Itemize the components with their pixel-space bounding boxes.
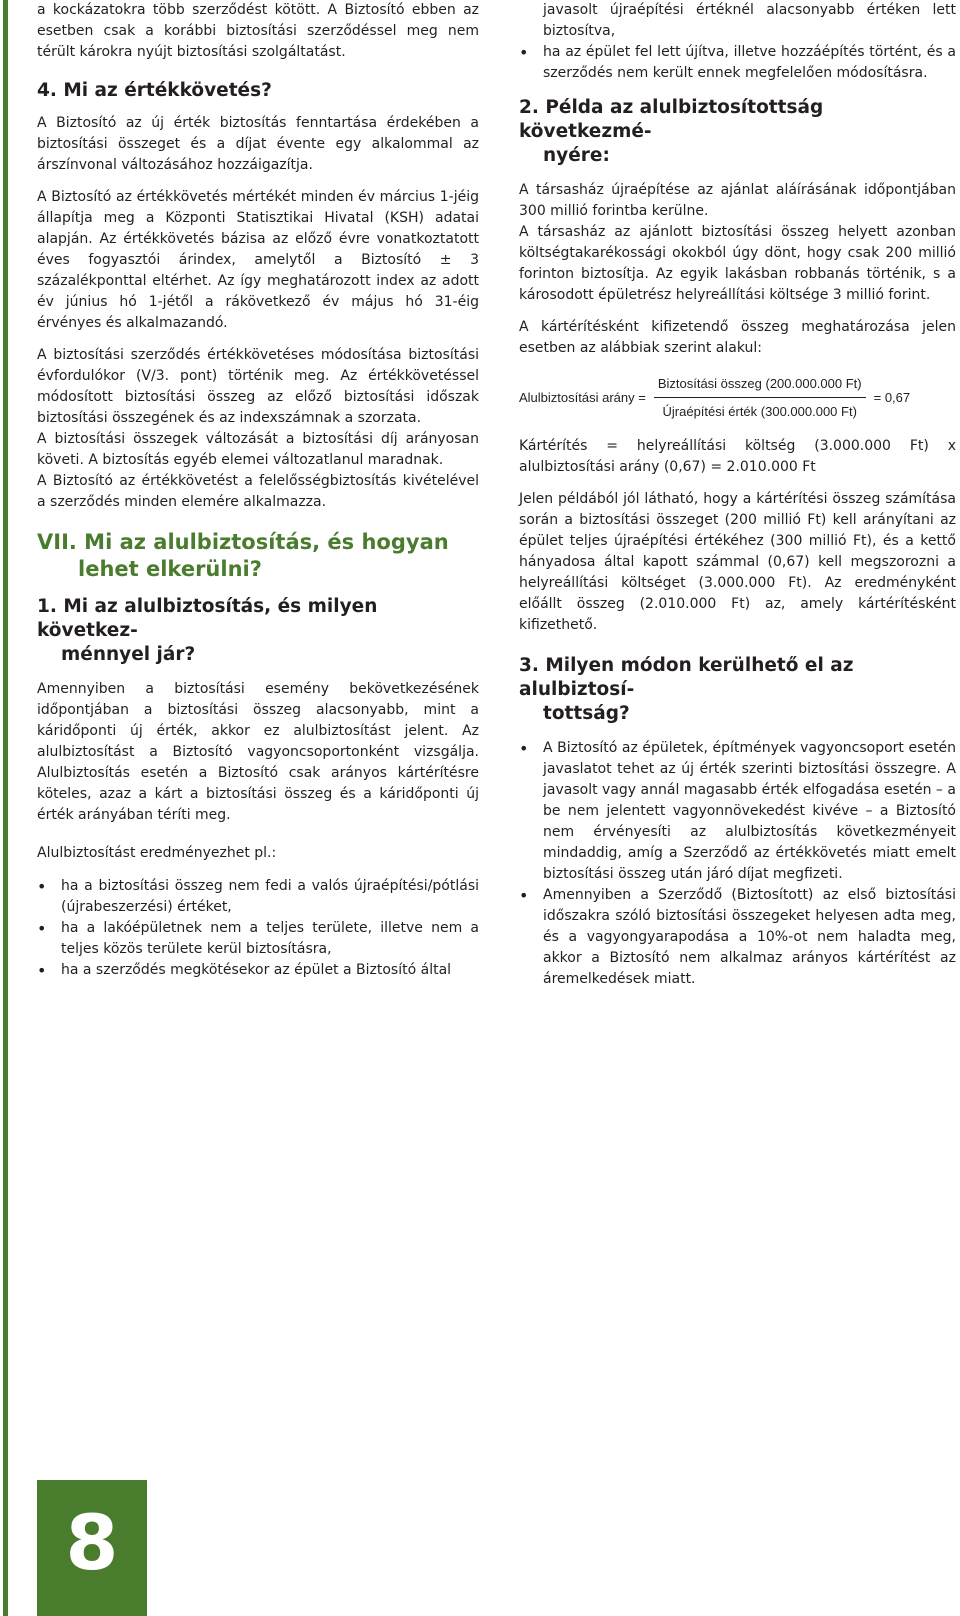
q1-paragraph-1: Amennyiben a biztosítási esemény bekövetkezésének időpontjában a biztosítási összeg alacsonyabb, mint a káridőponti új érték, akkor ez alulbiztosítást jelent. Az alulbiztosítást a Biztosító vagyoncsoportonként vizsgálja. Alulbiztosítás esetén a Biztosító csak arányos kártérítésre köteles, azaz a kárt a biztosítási összeg és a káridőponti új érték arányában téríti meg. [37, 681, 479, 823]
q2-paragraph-5: Jelen példából jól látható, hogy a kártérítési összeg számítása során a biztosítási összeget (200 millió Ft) kell arányítani az épület teljes újraépítési értékéhez (300 millió Ft), és a kettő hányadosa által kapott számmal (0,67) kell megszorozni a helyreállítási költséget (3.000.000 Ft). Az eredményként előállt összeg (2.010.000 Ft) az, amely kártérítésként kifizethető. [519, 491, 956, 633]
question-2-heading-line-1: 2. Példa az alulbiztosítottság következmé- [519, 97, 824, 142]
list-item: • Amennyiben a Szerződő (Biztosított) az első biztosítási időszakra szóló biztosítási összegeket helyesen adta meg, és a vagyongyarapodása a 10%-ot nem haladta meg, akkor a Biztosító nem alkalmaz arányos kártérítést az áremelkedések miatt. [519, 885, 956, 990]
continued-paragraph: a kockázatokra több szerződést kötött. A Biztosító ebben az esetben csak a korábbi biztosítási szerződéssel meg nem térült károkra nyújt biztosítási szolgáltatást. [37, 2, 479, 60]
left-column [37, 0, 479, 981]
list-item: • ha a biztosítási összeg nem fedi a valós újraépítési/pótlási (újrabeszerzési) értéket, [37, 876, 479, 918]
underinsurance-causes-list [37, 876, 479, 981]
question-1-heading-line-2: ménnyel jár? [61, 644, 196, 665]
right-column [519, 0, 956, 990]
formula-fraction [654, 373, 866, 422]
section-7-heading-line-1: VII. Mi az alulbiztosítás, és hogyan [37, 530, 449, 554]
q4-paragraph-1: A Biztosító az új érték biztosítás fenntartása érdekében a biztosítási összeget és a díjat évente egy alkalommal az árszínvonal változásához hozzáigazítja. [37, 115, 479, 173]
question-3-heading [519, 654, 956, 726]
continued-list [519, 42, 956, 84]
q2-paragraph-2: A társasház az ajánlott biztosítási összeg helyett azonban költségtakarékossági okokból úgy dönt, hogy csak 200 millió forinton biztosítja. Az egyik lakásban robbanás történik, s a károsodott épületrész helyreállítási költsége 3 millió forint. [519, 224, 956, 303]
question-1-heading-line-1: 1. Mi az alulbiztosítás, és milyen következ- [37, 596, 378, 641]
formula-result: = 0,67 [873, 390, 911, 405]
q4-paragraph-3: A biztosítási szerződés értékkövetéses módosítása biztosítási évfordulókor (V/3. pont) történik meg. Az értékkövetéssel módosított biztosítási összeg az előző biztosítási időszak biztosítási összegének és az indexszámnak a szorzata. [37, 347, 479, 426]
q4-paragraph-5: A Biztosító az értékkövetést a felelősségbiztosítás kivételével a szerződés minden elemére alkalmazza. [37, 473, 479, 510]
section-7-heading [37, 529, 479, 583]
question-2-heading-line-2: nyére: [543, 145, 610, 166]
question-3-heading-line-2: tottság? [543, 703, 630, 724]
q1-paragraph-2: Alulbiztosítást eredményezhet pl.: [37, 845, 277, 861]
formula-label: Alulbiztosítási arány = [519, 390, 646, 405]
list-item: • ha a lakóépületnek nem a teljes területe, illetve nem a teljes közös területe kerül biztosításra, [37, 918, 479, 960]
section-7-heading-line-2: lehet elkerülni? [78, 557, 262, 581]
q4-paragraph-4: A biztosítási összegek változását a biztosítási díj arányosan követi. A biztosítás egyéb elemei változatlanul maradnak. [37, 431, 479, 468]
question-3-heading-line-1: 3. Milyen módon kerülhető el az alulbiztosí- [519, 655, 854, 700]
page-margin-rule [3, 0, 8, 1616]
q2-paragraph-4: Kártérítés = helyreállítási költség (3.000.000 Ft) x alulbiztosítási arány (0,67) = 2.010.000 Ft [519, 438, 956, 475]
formula-numerator: Biztosítási összeg (200.000.000 Ft) [654, 373, 866, 398]
question-1-heading [37, 595, 479, 667]
page-number-box [37, 1480, 147, 1616]
page-number: 8 [65, 1498, 119, 1587]
list-item: • A Biztosító az épületek, építmények vagyoncsoport esetén javaslatot tehet az új érték szerinti biztosítási összegre. A javasolt vagy annál magasabb érték elfogadása esetén – a be nem jelentett vagyonnövekedést kivéve – a Biztosító nem érvényesíti az alulbiztosítás következményeit mindaddig, amíg a Szerződő az értékkövetés miatt emelt biztosítási összeg után járó díjat megfizeti. [519, 738, 956, 885]
list-item-continuation: javasolt újraépítési értéknél alacsonyabb értéken lett biztosítva, [543, 2, 956, 39]
list-item: • ha a szerződés megkötésekor az épület a Biztosító által [37, 960, 479, 981]
list-item: • ha az épület fel lett újítva, illetve hozzáépítés történt, és a szerződés nem került ennek megfelelően módosításra. [519, 42, 956, 84]
underinsurance-ratio-formula [519, 373, 956, 422]
question-2-heading [519, 96, 956, 168]
question-4-heading: 4. Mi az értékkövetés? [37, 80, 272, 101]
avoidance-list [519, 738, 956, 990]
formula-denominator: Újraépítési érték (300.000.000 Ft) [662, 404, 857, 419]
q4-paragraph-2: A Biztosító az értékkövetés mértékét minden év március 1-jéig állapítja meg a Központi Statisztikai Hivatal (KSH) adatai alapján. Az értékkövetés bázisa az előző évre vonatkoztatott éves fogyasztói árindex, amelytől a Biztosító ± 3 százalékponttal eltérhet. Az így meghatározott index az adott év június hó 1-jétől a rákövetkező év május hó 31-éig érvényes és alkalmazandó. [37, 189, 479, 331]
q2-paragraph-1: A társasház újraépítése az ajánlat aláírásának időpontjában 300 millió forintba kerülne. [519, 182, 956, 219]
q2-paragraph-3: A kártérítésként kifizetendő összeg meghatározása jelen esetben az alábbiak szerint alakul: [519, 319, 956, 356]
